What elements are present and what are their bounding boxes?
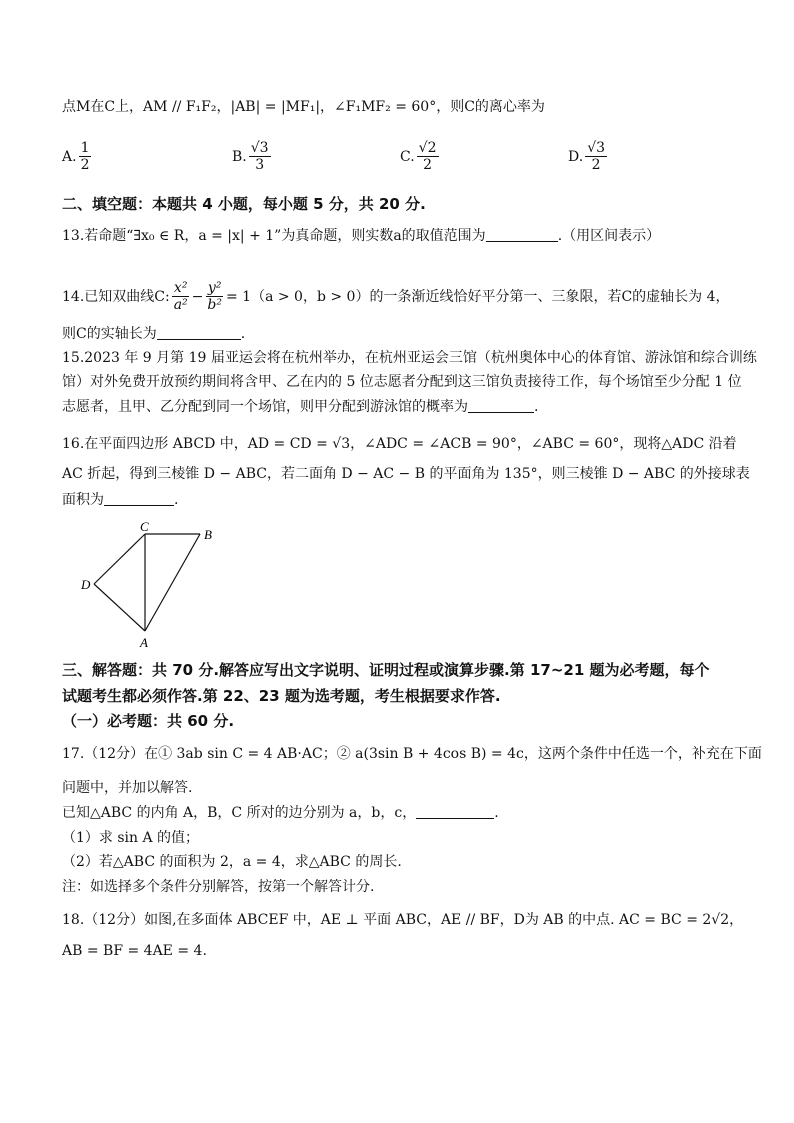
q17-part2: （2）若△ABC 的面积为 2，a = 4，求△ABC 的周长. [62, 854, 402, 870]
q12-option-c-fraction: $\frac{√2}{2}$ [418, 140, 437, 173]
q14-line2: 则C的实轴长为 . [62, 326, 246, 342]
label-d: D [81, 577, 91, 592]
q17-note: 注：如选择多个条件分别解答，按第一个解答计分. [62, 879, 375, 895]
q14-fraction-x: $\frac{\text{x²}}{\text{a²}}$ [173, 280, 188, 313]
edge-ba [145, 534, 200, 631]
q15-line3: 志愿者，且甲、乙分配到同一个场馆，则甲分配到游泳馆的概率为 . [62, 399, 539, 415]
q12-option-a[interactable]: A. $\frac{1}{2}$ [62, 140, 90, 173]
q18-line2: AB = BF = 4AE = 4. [62, 943, 207, 959]
section3-subheader: （一）必考题：共 60 分. [62, 712, 235, 730]
q13: 13.若命题“∃x₀ ∈ R，a = |x| + 1”为真命题，则实数a的取值范围为 .（用区间表示） [62, 228, 661, 244]
q18-line1: 18.（12分）如图,在多面体 ABCEF 中，AE ⊥ 平面 ABC，AE // BF，D为 AB 的中点. AC = BC = 2√2， [62, 912, 744, 928]
label-b: B [204, 527, 212, 542]
q12-option-b[interactable]: B. $\frac{√3}{3}$ [232, 140, 269, 173]
q15-line1: 15.2023 年 9 月第 19 届亚运会将在杭州举办，在杭州亚运会三馆（杭州奥体中心的体育馆、游泳馆和综合训练 [62, 350, 757, 366]
q16-line3: 面积为 . [62, 492, 179, 508]
q13-answer-blank[interactable] [486, 227, 558, 242]
q12-tail: 点M在C上，AM // F₁F₂，|AB| = |MF₁|，∠F₁MF₂ = 60°，则C的离心率为 [62, 99, 545, 115]
q14-line1: 14.已知双曲线C: $\frac{\text{x²}}{\text{a²}}$ − $\frac{\text{y²}}{\text{b²}}$ = 1（a > 0，b > 0）的一条渐近线恰好平分第一、三象限，若C的虚轴长为 4， [62, 280, 730, 313]
q12-option-a-fraction: $\frac{1}{2}$ [80, 140, 90, 173]
q17-condition-blank[interactable] [416, 804, 494, 819]
q17-line2: 问题中，并加以解答. [62, 780, 193, 796]
section3-header-line2: 试题考生都必须作答.第 22、23 题为选考题，考生根据要求作答. [62, 687, 501, 705]
q16-answer-blank[interactable] [104, 491, 174, 506]
q16-line2: AC 折起，得到三棱锥 D − ABC，若二面角 D − AC − B 的平面角为 135°，则三棱锥 D − ABC 的外接球表 [62, 466, 750, 482]
q14-answer-blank[interactable] [157, 325, 241, 340]
q15-line2: 馆）对外免费开放预约期间将含甲、乙在内的 5 位志愿者分配到这三馆负责接待工作，每个场馆至少分配 1 位 [62, 374, 742, 390]
edge-dc [94, 534, 145, 584]
q12-option-d-fraction: $\frac{√3}{2}$ [587, 140, 606, 173]
q15-answer-blank[interactable] [468, 398, 534, 413]
q17-line3: 已知△ABC 的内角 A，B，C 所对的边分别为 a，b，c， . [62, 805, 499, 821]
edge-da [94, 584, 145, 631]
q16-line1: 16.在平面四边形 ABCD 中，AD = CD = √3，∠ADC = ∠ACB = 90°，∠ABC = 60°，现将△ADC 沿着 [62, 436, 737, 452]
q14-fraction-y: $\frac{\text{y²}}{\text{b²}}$ [207, 280, 222, 313]
q12-option-d[interactable]: D. $\frac{√3}{2}$ [568, 140, 606, 173]
q12-option-c[interactable]: C. $\frac{√2}{2}$ [400, 140, 437, 173]
label-a: A [140, 635, 148, 650]
section2-header: 二、填空题：本题共 4 小题，每小题 5 分，共 20 分. [62, 195, 426, 213]
q17-line1: 17.（12分）在① 3ab sin C = 4 AB·AC；② a(3sin B + 4cos B) = 4c，这两个条件中任选一个，补充在下面 [62, 746, 762, 762]
quadrilateral-figure [78, 520, 228, 652]
section3-header-line1: 三、解答题：共 70 分.解答应写出文字说明、证明过程或演算步骤.第 17~21 题为必考题，每个 [62, 661, 710, 679]
q17-part1: （1）求 sin A 的值； [62, 830, 200, 846]
label-c: C [140, 520, 149, 534]
q12-option-b-fraction: $\frac{√3}{3}$ [250, 140, 269, 173]
